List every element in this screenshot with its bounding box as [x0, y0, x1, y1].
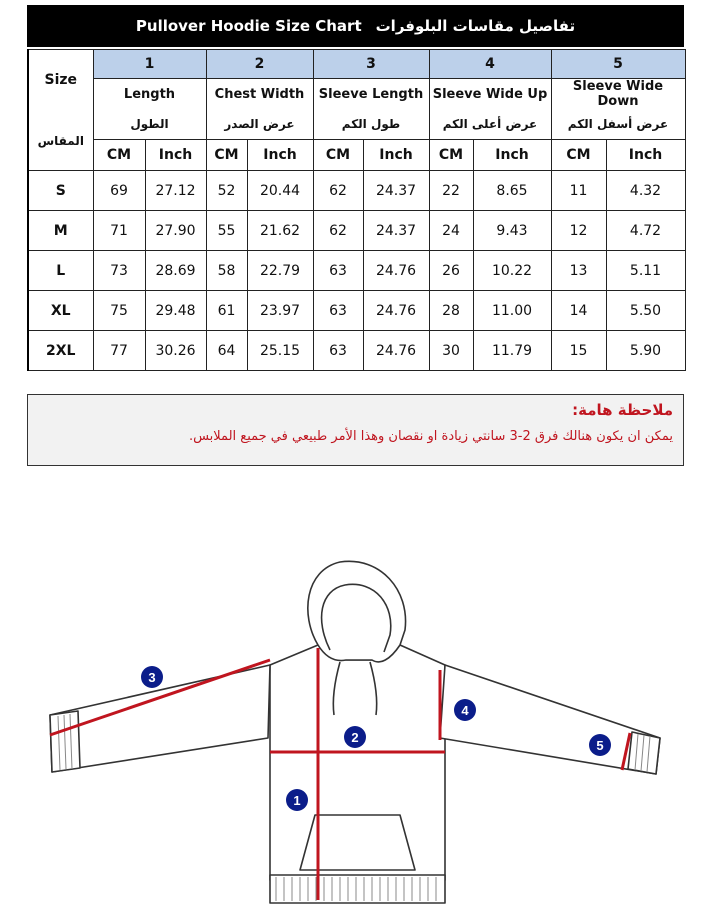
col-number-3: 3 — [313, 50, 429, 79]
title-ar: تفاصيل مقاسات البلوفرات — [375, 17, 576, 35]
cell-value: 4.72 — [606, 211, 685, 251]
cell-value: 69 — [93, 171, 145, 211]
col-header-sleeve-wide-up: Sleeve Wide Up — [429, 79, 551, 110]
cell-value: 22 — [429, 171, 473, 211]
note-text: يمكن ان يكون هنالك فرق 2-3 سانتي زيادة او نقصان وهذا الأمر طبيعي في جميع الملابس. — [188, 429, 673, 444]
col-number-2: 2 — [206, 50, 313, 79]
cell-value: 11.79 — [473, 331, 551, 371]
cell-value: 29.48 — [145, 291, 206, 331]
cell-value: 27.90 — [145, 211, 206, 251]
cell-value: 75 — [93, 291, 145, 331]
row-size: 2XL — [28, 331, 93, 371]
cell-value: 30.26 — [145, 331, 206, 371]
cell-value: 22.79 — [247, 251, 313, 291]
cell-value: 28 — [429, 291, 473, 331]
cell-value: 61 — [206, 291, 247, 331]
marker-4-label: 4 — [461, 703, 469, 718]
right-sleeve — [440, 665, 660, 774]
unit-inch: Inch — [363, 140, 429, 171]
cell-value: 71 — [93, 211, 145, 251]
size-label-cell — [28, 50, 93, 171]
cell-value: 5.11 — [606, 251, 685, 291]
col-header-sleeve-wide-up-ar: عرض أعلى الكم — [429, 109, 551, 140]
cell-value: 24.76 — [363, 291, 429, 331]
cell-value: 5.90 — [606, 331, 685, 371]
col-number-1: 1 — [93, 50, 206, 79]
col-header-sleeve-length-ar: طول الكم — [313, 109, 429, 140]
cell-value: 15 — [551, 331, 606, 371]
note-title: ملاحظة هامة: — [572, 401, 673, 419]
unit-inch: Inch — [247, 140, 313, 171]
cell-value: 63 — [313, 291, 363, 331]
col-header-length: Length — [93, 79, 206, 110]
col-header-sleeve-wide-down: Sleeve Wide Down — [551, 79, 685, 110]
cell-value: 24.37 — [363, 171, 429, 211]
col-header-length-ar: الطول — [93, 109, 206, 140]
cell-value: 63 — [313, 251, 363, 291]
cell-value: 64 — [206, 331, 247, 371]
table-row — [28, 211, 685, 251]
important-note-box — [27, 394, 684, 466]
cell-value: 10.22 — [473, 251, 551, 291]
marker-2-label: 2 — [351, 730, 359, 745]
marker-5-label: 5 — [596, 738, 604, 753]
cell-value: 26 — [429, 251, 473, 291]
cell-value: 63 — [313, 331, 363, 371]
size-table — [27, 49, 686, 371]
cell-value: 77 — [93, 331, 145, 371]
unit-cm: CM — [313, 140, 363, 171]
cell-value: 11.00 — [473, 291, 551, 331]
unit-cm: CM — [93, 140, 145, 171]
cell-value: 62 — [313, 171, 363, 211]
cell-value: 24.76 — [363, 331, 429, 371]
cell-value: 24 — [429, 211, 473, 251]
unit-cm: CM — [551, 140, 606, 171]
row-size: M — [28, 211, 93, 251]
cell-value: 12 — [551, 211, 606, 251]
col-header-sleeve-wide-down-ar: عرض أسفل الكم — [551, 109, 685, 140]
cell-value: 23.97 — [247, 291, 313, 331]
cell-value: 25.15 — [247, 331, 313, 371]
col-header-sleeve-length: Sleeve Length — [313, 79, 429, 110]
col-number-4: 4 — [429, 50, 551, 79]
cell-value: 55 — [206, 211, 247, 251]
table-row — [28, 331, 685, 371]
size-label-en: Size — [44, 72, 78, 88]
col-header-chest-width: Chest Width — [206, 79, 313, 110]
title-en: Pullover Hoodie Size Chart — [135, 17, 362, 35]
cell-value: 28.69 — [145, 251, 206, 291]
unit-cm: CM — [429, 140, 473, 171]
marker-3-label: 3 — [148, 670, 156, 685]
cell-value: 30 — [429, 331, 473, 371]
cell-value: 4.32 — [606, 171, 685, 211]
table-row — [28, 171, 685, 211]
unit-inch: Inch — [145, 140, 206, 171]
waistband — [270, 875, 445, 903]
marker-1-label: 1 — [293, 793, 301, 808]
cell-value: 20.44 — [247, 171, 313, 211]
row-size: XL — [28, 291, 93, 331]
col-number-5: 5 — [551, 50, 685, 79]
cell-value: 14 — [551, 291, 606, 331]
row-size: S — [28, 171, 93, 211]
unit-inch: Inch — [473, 140, 551, 171]
col-header-chest-width-ar: عرض الصدر — [206, 109, 313, 140]
cell-value: 52 — [206, 171, 247, 211]
chart-title-bar — [27, 5, 684, 47]
size-label-ar: المقاس — [37, 134, 84, 148]
cell-value: 24.76 — [363, 251, 429, 291]
cell-value: 24.37 — [363, 211, 429, 251]
cell-value: 27.12 — [145, 171, 206, 211]
unit-cm: CM — [206, 140, 247, 171]
hoodie-diagram — [0, 480, 716, 916]
cell-value: 8.65 — [473, 171, 551, 211]
cell-value: 58 — [206, 251, 247, 291]
unit-inch: Inch — [606, 140, 685, 171]
table-row — [28, 291, 685, 331]
cell-value: 21.62 — [247, 211, 313, 251]
cell-value: 13 — [551, 251, 606, 291]
cell-value: 73 — [93, 251, 145, 291]
table-row — [28, 251, 685, 291]
cell-value: 9.43 — [473, 211, 551, 251]
row-size: L — [28, 251, 93, 291]
cell-value: 11 — [551, 171, 606, 211]
cell-value: 5.50 — [606, 291, 685, 331]
cell-value: 62 — [313, 211, 363, 251]
